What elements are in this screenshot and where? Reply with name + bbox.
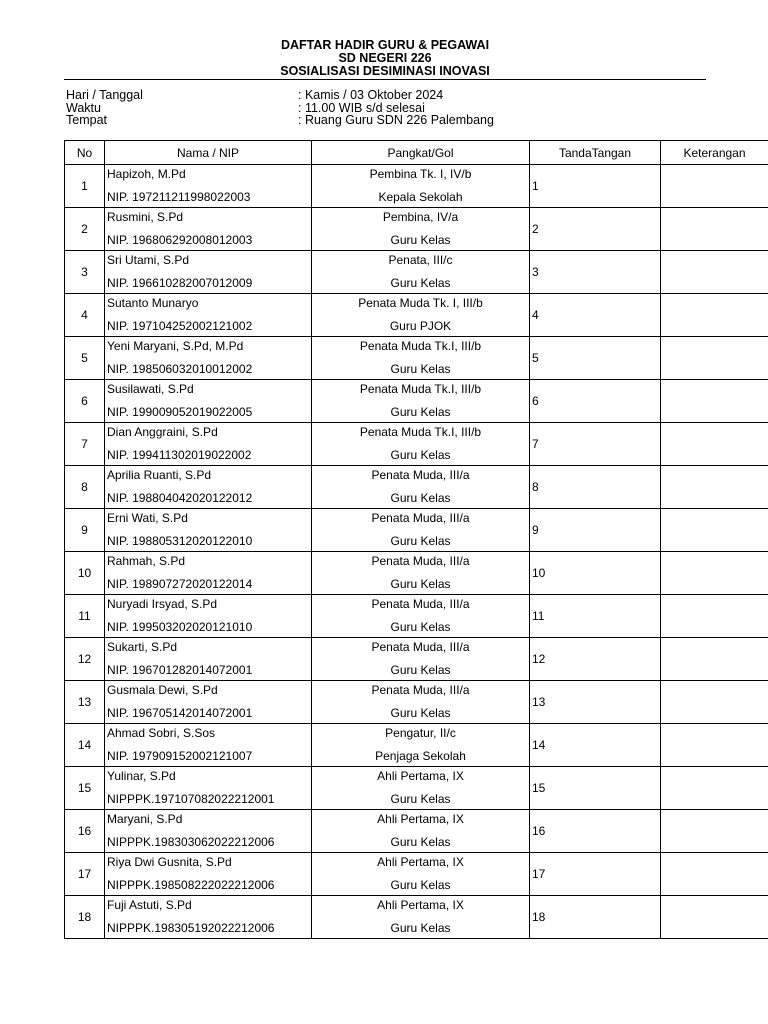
note-cell[interactable]: [661, 896, 768, 939]
info-row-place: [66, 114, 706, 127]
table-row: [65, 208, 768, 251]
signature-cell[interactable]: 6: [530, 380, 661, 423]
rank-grade: Penata Muda, III/a: [371, 468, 470, 482]
job-position: Guru Kelas: [390, 835, 451, 849]
note-cell[interactable]: [661, 724, 768, 767]
note-cell[interactable]: [661, 337, 768, 380]
person-nip: NIP. 199411302019022002: [107, 448, 252, 462]
signature-cell[interactable]: 9: [530, 509, 661, 552]
note-cell[interactable]: [661, 423, 768, 466]
job-position: Guru Kelas: [390, 405, 451, 419]
name-cell: [105, 251, 312, 294]
row-number: 5: [65, 337, 105, 380]
table-row: [65, 294, 768, 337]
rank-cell: [312, 638, 530, 681]
name-cell: [105, 165, 312, 208]
person-nip: NIPPPK.198305192022212006: [107, 921, 275, 935]
rank-grade: Penata Muda Tk.I, III/b: [359, 339, 482, 353]
person-nip: NIP. 198805312020122010: [107, 534, 253, 548]
person-nip: NIP. 197909152002121007: [107, 749, 253, 763]
rank-grade: Penata Muda, III/a: [371, 640, 470, 654]
event-info: [66, 89, 706, 127]
info-label: Hari / Tanggal: [66, 88, 143, 102]
header-divider: [64, 79, 706, 80]
name-cell: [105, 423, 312, 466]
name-cell: [105, 380, 312, 423]
person-name: Rahmah, S.Pd: [107, 554, 186, 568]
person-name: Rusmini, S.Pd: [107, 210, 184, 224]
person-name: Hapizoh, M.Pd: [107, 167, 186, 181]
job-position: Guru Kelas: [390, 362, 451, 376]
signature-cell[interactable]: 7: [530, 423, 661, 466]
rank-cell: [312, 767, 530, 810]
school-name: SD NEGERI 226: [338, 51, 432, 65]
table-row: [65, 509, 768, 552]
person-name: Susilawati, S.Pd: [107, 382, 194, 396]
job-position: Guru Kelas: [390, 276, 451, 290]
name-cell: [105, 552, 312, 595]
name-cell: [105, 466, 312, 509]
note-cell[interactable]: [661, 509, 768, 552]
signature-cell[interactable]: 15: [530, 767, 661, 810]
signature-cell[interactable]: 3: [530, 251, 661, 294]
name-cell: [105, 638, 312, 681]
rank-cell: [312, 595, 530, 638]
attendance-table: [64, 140, 768, 939]
table-row: [65, 251, 768, 294]
rank-grade: Penata Muda, III/a: [371, 683, 470, 697]
person-name: Gusmala Dewi, S.Pd: [107, 683, 218, 697]
table-row: [65, 466, 768, 509]
signature-cell[interactable]: 1: [530, 165, 661, 208]
table-row: [65, 810, 768, 853]
signature-cell[interactable]: 12: [530, 638, 661, 681]
table-row: [65, 380, 768, 423]
job-position: Guru Kelas: [390, 577, 451, 591]
note-cell[interactable]: [661, 380, 768, 423]
note-cell[interactable]: [661, 208, 768, 251]
job-position: Guru PJOK: [389, 319, 452, 333]
row-number: 6: [65, 380, 105, 423]
person-name: Yeni Maryani, S.Pd, M.Pd: [107, 339, 244, 353]
row-number: 18: [65, 896, 105, 939]
job-position: Penjaga Sekolah: [375, 749, 466, 763]
rank-cell: [312, 724, 530, 767]
rank-grade: Penata, III/c: [388, 253, 453, 267]
signature-cell[interactable]: 11: [530, 595, 661, 638]
rank-cell: [312, 810, 530, 853]
person-name: Yulinar, S.Pd: [107, 769, 176, 783]
table-row: [65, 423, 768, 466]
person-nip: NIP. 198907272020122014: [107, 577, 253, 591]
signature-cell[interactable]: 10: [530, 552, 661, 595]
signature-cell[interactable]: 17: [530, 853, 661, 896]
person-name: Sri Utami, S.Pd: [107, 253, 190, 267]
name-cell: [105, 509, 312, 552]
rank-cell: [312, 294, 530, 337]
job-position: Guru Kelas: [390, 491, 451, 505]
row-number: 15: [65, 767, 105, 810]
rank-cell: [312, 423, 530, 466]
table-row: [65, 337, 768, 380]
row-number: 13: [65, 681, 105, 724]
note-cell[interactable]: [661, 810, 768, 853]
header-name: Nama / NIP: [105, 141, 312, 165]
table-body: [65, 165, 768, 939]
person-nip: NIPPPK.198508222022212006: [107, 878, 275, 892]
person-nip: NIP. 199009052019022005: [107, 405, 253, 419]
person-name: Riya Dwi Gusnita, S.Pd: [107, 855, 232, 869]
person-nip: NIP. 196705142014072001: [107, 706, 253, 720]
job-position: Kepala Sekolah: [378, 190, 463, 204]
rank-cell: [312, 853, 530, 896]
row-number: 3: [65, 251, 105, 294]
rank-cell: [312, 509, 530, 552]
rank-cell: [312, 681, 530, 724]
signature-cell[interactable]: 18: [530, 896, 661, 939]
person-name: Sukarti, S.Pd: [107, 640, 178, 654]
rank-grade: Penata Muda Tk.I, III/b: [359, 425, 482, 439]
document-header: [64, 39, 706, 78]
rank-grade: Penata Muda, III/a: [371, 554, 470, 568]
job-position: Guru Kelas: [390, 792, 451, 806]
header-signature: TandaTangan: [530, 141, 661, 165]
signature-cell[interactable]: 13: [530, 681, 661, 724]
job-position: Guru Kelas: [390, 878, 451, 892]
note-cell[interactable]: [661, 681, 768, 724]
person-name: Nuryadi Irsyad, S.Pd: [107, 597, 218, 611]
rank-grade: Penata Muda Tk.I, III/b: [359, 382, 482, 396]
person-nip: NIP. 196806292008012003: [107, 233, 253, 247]
document-title: DAFTAR HADIR GURU & PEGAWAI: [280, 38, 490, 52]
info-value: : Kamis / 03 Oktober 2024: [298, 88, 444, 102]
table-row: [65, 724, 768, 767]
table-header-row: [65, 141, 768, 165]
person-name: Ahmad Sobri, S.Sos: [107, 726, 216, 740]
job-position: Guru Kelas: [390, 534, 451, 548]
header-no: No: [65, 141, 105, 165]
rank-grade: Ahli Pertama, IX: [377, 855, 464, 869]
person-nip: NIP. 198804042020122012: [107, 491, 253, 505]
rank-cell: [312, 552, 530, 595]
signature-cell[interactable]: 4: [530, 294, 661, 337]
row-number: 9: [65, 509, 105, 552]
person-nip: NIP. 196610282007012009: [107, 276, 253, 290]
name-cell: [105, 767, 312, 810]
note-cell[interactable]: [661, 251, 768, 294]
rank-cell: [312, 896, 530, 939]
table-row: [65, 638, 768, 681]
rank-grade: Pembina, IV/a: [382, 210, 459, 224]
rank-cell: [312, 251, 530, 294]
info-value: : 11.00 WIB s/d selesai: [298, 100, 425, 115]
rank-cell: [312, 337, 530, 380]
person-nip: NIP. 197104252002121002: [107, 319, 253, 333]
signature-cell[interactable]: 16: [530, 810, 661, 853]
job-position: Guru Kelas: [390, 620, 451, 634]
person-nip: NIP. 197211211998022003: [107, 190, 251, 204]
name-cell: [105, 853, 312, 896]
rank-grade: Ahli Pertama, IX: [377, 812, 464, 826]
note-cell[interactable]: [661, 853, 768, 896]
signature-cell[interactable]: 2: [530, 208, 661, 251]
note-cell[interactable]: [661, 767, 768, 810]
row-number: 14: [65, 724, 105, 767]
table-row: [65, 896, 768, 939]
name-cell: [105, 595, 312, 638]
table-row: [65, 165, 768, 208]
row-number: 1: [65, 165, 105, 208]
name-cell: [105, 724, 312, 767]
event-name: SOSIALISASI DESIMINASI INOVASI: [280, 64, 490, 78]
person-nip: NIPPPK.198303062022212006: [107, 835, 275, 849]
name-cell: [105, 294, 312, 337]
rank-grade: Ahli Pertama, IX: [377, 898, 464, 912]
rank-grade: Penata Muda Tk. I, III/b: [358, 296, 483, 310]
person-nip: NIP. 199503202020121010: [107, 620, 253, 634]
rank-cell: [312, 165, 530, 208]
person-nip: NIP. 196701282014072001: [107, 663, 253, 677]
table-row: [65, 767, 768, 810]
note-cell[interactable]: [661, 552, 768, 595]
signature-cell[interactable]: 5: [530, 337, 661, 380]
info-row-date: [66, 89, 706, 102]
signature-cell[interactable]: 8: [530, 466, 661, 509]
info-label: Tempat: [66, 113, 107, 127]
name-cell: [105, 681, 312, 724]
rank-grade: Ahli Pertama, IX: [377, 769, 464, 783]
row-number: 8: [65, 466, 105, 509]
row-number: 2: [65, 208, 105, 251]
table-row: [65, 552, 768, 595]
row-number: 10: [65, 552, 105, 595]
rank-cell: [312, 466, 530, 509]
row-number: 16: [65, 810, 105, 853]
note-cell[interactable]: [661, 294, 768, 337]
table-row: [65, 853, 768, 896]
person-name: Aprilia Ruanti, S.Pd: [107, 468, 212, 482]
job-position: Guru Kelas: [390, 233, 451, 247]
table-row: [65, 681, 768, 724]
rank-grade: Pengatur, II/c: [385, 726, 456, 740]
person-name: Maryani, S.Pd: [107, 812, 183, 826]
rank-grade: Penata Muda, III/a: [371, 597, 470, 611]
row-number: 4: [65, 294, 105, 337]
note-cell[interactable]: [661, 595, 768, 638]
person-name: Sutanto Munaryo: [107, 296, 199, 310]
row-number: 17: [65, 853, 105, 896]
note-cell[interactable]: [661, 165, 768, 208]
row-number: 12: [65, 638, 105, 681]
person-nip: NIP. 198506032010012002: [107, 362, 253, 376]
rank-grade: Penata Muda, III/a: [371, 511, 470, 525]
person-name: Dian Anggraini, S.Pd: [107, 425, 218, 439]
rank-cell: [312, 208, 530, 251]
name-cell: [105, 208, 312, 251]
row-number: 11: [65, 595, 105, 638]
table-row: [65, 595, 768, 638]
note-cell[interactable]: [661, 638, 768, 681]
name-cell: [105, 810, 312, 853]
name-cell: [105, 896, 312, 939]
person-nip: NIPPPK.197107082022212001: [107, 792, 275, 806]
row-number: 7: [65, 423, 105, 466]
job-position: Guru Kelas: [390, 448, 451, 462]
job-position: Guru Kelas: [390, 663, 451, 677]
header-rank: Pangkat/Gol: [312, 141, 530, 165]
header-note: Keterangan: [661, 141, 768, 165]
person-name: Fuji Astuti, S.Pd: [107, 898, 192, 912]
signature-cell[interactable]: 14: [530, 724, 661, 767]
rank-grade: Pembina Tk. I, IV/b: [369, 167, 472, 181]
person-name: Erni Wati, S.Pd: [107, 511, 188, 525]
note-cell[interactable]: [661, 466, 768, 509]
job-position: Guru Kelas: [390, 706, 451, 720]
name-cell: [105, 337, 312, 380]
info-label: Waktu: [66, 100, 101, 115]
rank-cell: [312, 380, 530, 423]
info-value: : Ruang Guru SDN 226 Palembang: [298, 113, 494, 127]
job-position: Guru Kelas: [390, 921, 451, 935]
